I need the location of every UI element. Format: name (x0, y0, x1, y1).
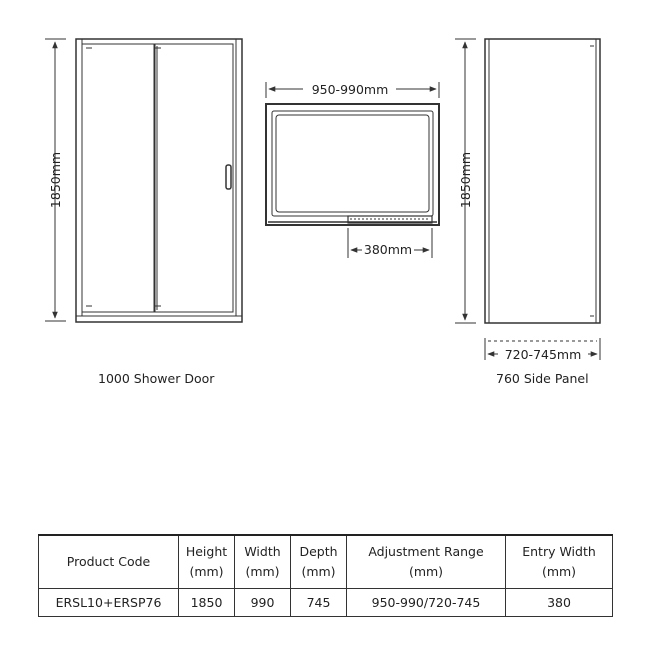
door-height-label: 1850mm (48, 151, 63, 209)
table-header-row (39, 535, 613, 589)
header-depth: Depth (mm) (291, 535, 347, 589)
panel-height-label: 1850mm (458, 151, 473, 209)
panel-width-label: 720-745mm (504, 347, 582, 362)
header-width: Width (mm) (235, 535, 291, 589)
cell-adjustment-range: 950-990/720-745 (347, 589, 506, 617)
entry-width-label: 380mm (363, 242, 413, 257)
door-handle (226, 165, 231, 189)
shower-door-elevation (76, 39, 242, 322)
side-panel-elevation (485, 39, 600, 323)
specification-table (38, 534, 613, 617)
cell-product-code: ERSL10+ERSP76 (39, 589, 179, 617)
door-caption: 1000 Shower Door (98, 371, 215, 386)
table-row (39, 589, 613, 617)
cell-entry-width: 380 (506, 589, 613, 617)
header-product-code: Product Code (39, 535, 179, 589)
top-width-label: 950-990mm (311, 82, 389, 97)
cell-height: 1850 (179, 589, 235, 617)
header-entry-width: Entry Width (mm) (506, 535, 613, 589)
header-adjustment-range: Adjustment Range (mm) (347, 535, 506, 589)
panel-caption: 760 Side Panel (496, 371, 589, 386)
cell-width: 990 (235, 589, 291, 617)
cell-depth: 745 (291, 589, 347, 617)
top-view (266, 104, 439, 225)
header-height: Height (mm) (179, 535, 235, 589)
